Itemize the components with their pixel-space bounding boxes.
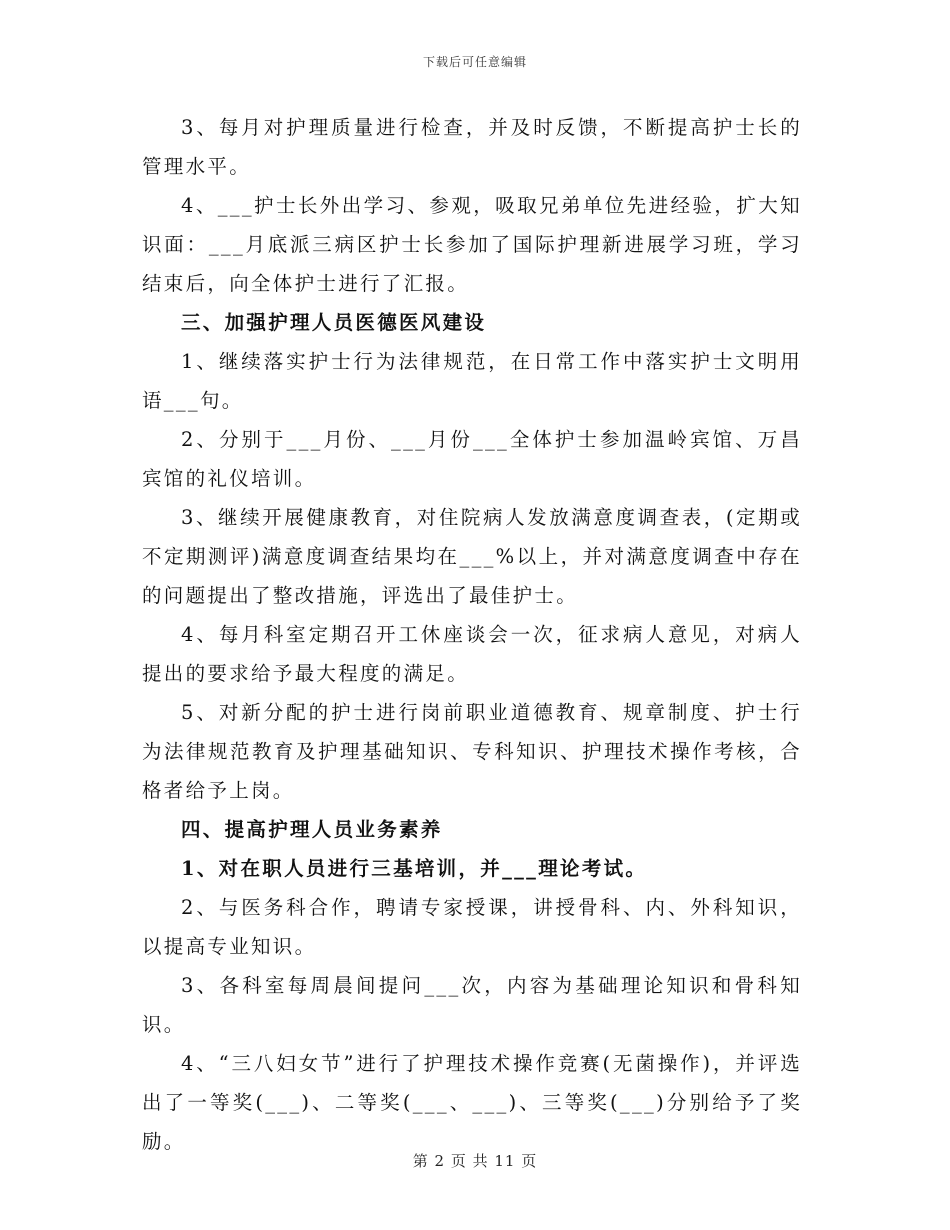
section-heading: 四、提高护理人员业务素养 [181, 818, 443, 841]
paragraph: 2、分别于___月份、___月份___全体护士参加温岭宾馆、万昌宾馆的礼仪培训。 [142, 428, 802, 490]
paragraph: 1、继续落实护士行为法律规范，在日常工作中落实护士文明用语___句。 [142, 350, 802, 412]
section-heading: 三、加强护理人员医德医风建设 [181, 311, 487, 334]
paragraph: 3、每月对护理质量进行检查，并及时反馈，不断提高护士长的管理水平。 [142, 116, 802, 178]
paragraph-bold: 1、对在职人员进行三基培训，并___理论考试。 [181, 857, 648, 880]
document-body [142, 108, 802, 1161]
header-note: 下载后可任意编辑 [422, 55, 527, 69]
paragraph: 4、“三八妇女节”进行了护理技术操作竞赛(无菌操作)，并评选出了一等奖(___)、二等奖(___、___)、三等奖(___)分别给予了奖励。 [142, 1052, 802, 1153]
paragraph: 3、继续开展健康教育，对住院病人发放满意度调查表，(定期或不定期测评)满意度调查结果均在___%以上，并对满意度调查中存在的问题提出了整改措施，评选出了最佳护士。 [142, 506, 802, 607]
paragraph: 4、___护士长外出学习、参观，吸取兄弟单位先进经验，扩大知识面：___月底派三病区护士长参加了国际护理新进展学习班，学习结束后，向全体护士进行了汇报。 [142, 194, 802, 295]
paragraph: 2、与医务科合作，聘请专家授课，讲授骨科、内、外科知识，以提高专业知识。 [142, 896, 802, 958]
paragraph: 5、对新分配的护士进行岗前职业道德教育、规章制度、护士行为法律规范教育及护理基础知识、专科知识、护理技术操作考核，合格者给予上岗。 [142, 701, 802, 802]
paragraph: 4、每月科室定期召开工休座谈会一次，征求病人意见，对病人提出的要求给予最大程度的满足。 [142, 623, 802, 685]
paragraph: 3、各科室每周晨间提问___次，内容为基础理论知识和骨科知识。 [142, 974, 802, 1036]
page-number: 第 2 页 共 11 页 [412, 1152, 538, 1170]
